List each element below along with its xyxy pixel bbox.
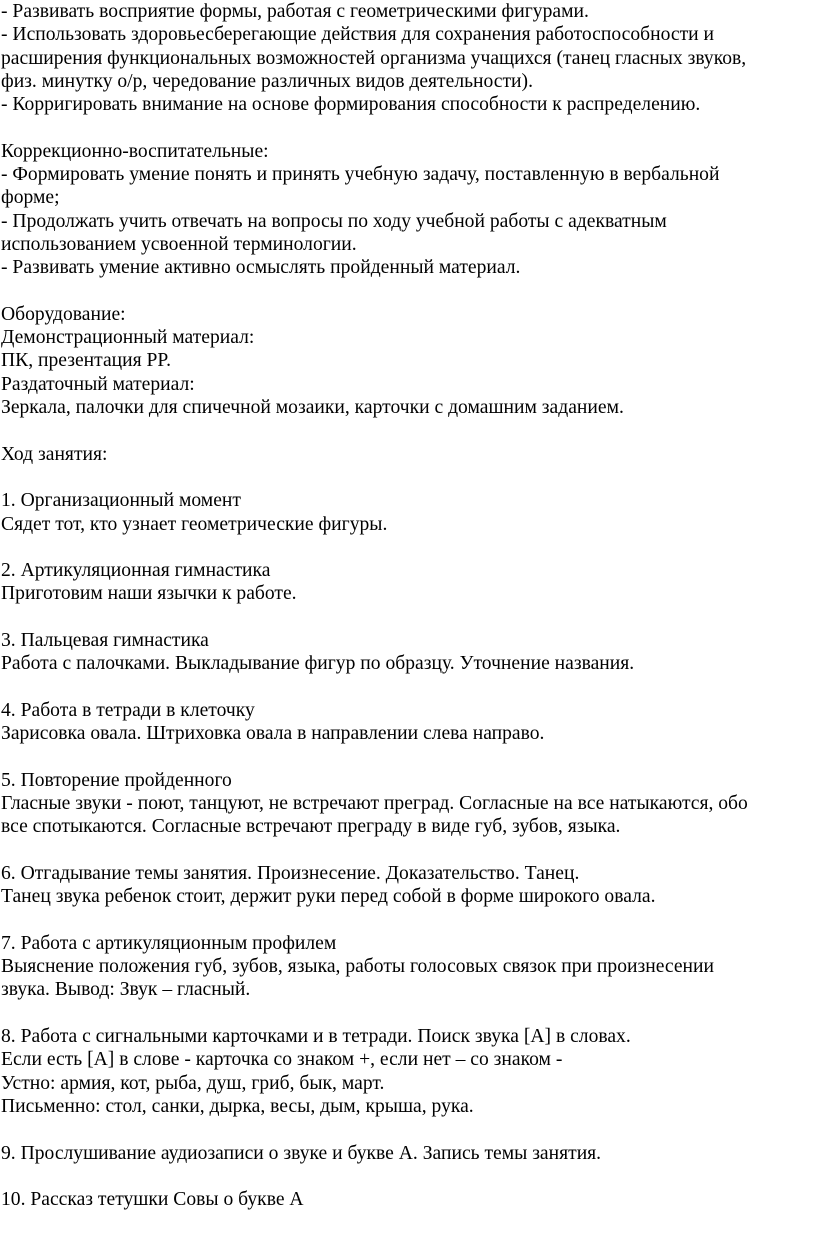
spacer <box>1 1118 816 1141</box>
lesson-step <box>1 699 816 746</box>
lesson-heading: Ход занятия: <box>1 443 108 465</box>
step-text: Устно: армия, кот, рыба, душ, гриб, бык, март. <box>1 1072 385 1094</box>
demo-material-heading: Демонстрационный материал: <box>1 327 255 349</box>
spacer <box>1 746 816 769</box>
lesson-step <box>1 1142 816 1165</box>
step-title: 1. Организационный момент <box>1 490 241 512</box>
equipment-block <box>1 303 816 419</box>
step-title: 2. Артикуляционная гимнастика <box>1 560 271 582</box>
step-title: 3. Пальцевая гимнастика <box>1 630 209 652</box>
step-text: Письменно: стол, санки, дырка, весы, дым, крыша, рука. <box>1 1095 474 1117</box>
step-title: 7. Работа с артикуляционным профилем <box>1 932 337 954</box>
step-title: 10. Рассказ тетушки Совы о букве А <box>1 1189 304 1211</box>
lesson-step <box>1 629 816 676</box>
correctional-line: - Развивать умение активно осмыслять пройденный материал. <box>1 257 521 279</box>
spacer <box>1 1002 816 1025</box>
step-title: 8. Работа с сигнальными карточками и в тетради. Поиск звука [А] в словах. <box>1 1026 631 1048</box>
correctional-line: - Продолжать учить отвечать на вопросы по ходу учебной работы с адекватным <box>1 210 667 232</box>
lesson-step <box>1 1025 816 1118</box>
lesson-step <box>1 932 816 1002</box>
spacer <box>1 676 816 699</box>
spacer <box>1 839 816 862</box>
equipment-heading: Оборудование: <box>1 303 126 325</box>
goal-line: - Использовать здоровьесберегающие действия для сохранения работоспособности и <box>1 24 714 46</box>
step-title: 5. Повторение пройденного <box>1 769 232 791</box>
step-title: 9. Прослушивание аудиозаписи о звуке и букве А. Запись темы занятия. <box>1 1142 602 1164</box>
goal-line: - Развивать восприятие формы, работая с геометрическими фигурами. <box>1 1 589 22</box>
lesson-step <box>1 559 816 606</box>
correctional-line: форме; <box>1 187 60 209</box>
step-text: все спотыкаются. Согласные встречают преграду в виде губ, зубов, языка. <box>1 816 621 838</box>
goals-continued-block <box>1 0 816 116</box>
spacer <box>1 419 816 442</box>
correctional-line: - Формировать умение понять и принять учебную задачу, поставленную в вербальной <box>1 164 720 186</box>
step-text: Работа с палочками. Выкладывание фигур по образцу. Уточнение названия. <box>1 653 635 675</box>
lesson-step <box>1 1188 816 1211</box>
lesson-step <box>1 769 816 839</box>
lesson-step <box>1 489 816 536</box>
correctional-heading: Коррекционно-воспитательные: <box>1 140 269 162</box>
spacer <box>1 1165 816 1188</box>
lesson-step <box>1 862 816 909</box>
spacer <box>1 116 816 139</box>
spacer <box>1 466 816 489</box>
spacer <box>1 280 816 303</box>
step-title: 6. Отгадывание темы занятия. Произнесение. Доказательство. Танец. <box>1 862 580 884</box>
step-title: 4. Работа в тетради в клеточку <box>1 699 255 721</box>
step-text: Приготовим наши язычки к работе. <box>1 583 297 605</box>
goal-line: расширения функциональных возможностей организма учащихся (танец гласных звуков, <box>1 47 747 69</box>
demo-material-value: ПК, презентация PP. <box>1 350 172 372</box>
spacer <box>1 536 816 559</box>
step-text: Гласные звуки - поют, танцуют, не встречают преград. Согласные на все натыкаются, обо <box>1 793 748 815</box>
lesson-block <box>1 443 816 1212</box>
handout-material-value: Зеркала, палочки для спичечной мозаики, карточки с домашним заданием. <box>1 397 624 419</box>
goal-line: - Корригировать внимание на основе формирования способности к распределению. <box>1 94 701 116</box>
goal-line: физ. минутку о/р, чередование различных видов деятельности). <box>1 70 533 92</box>
step-text: Сядет тот, кто узнает геометрические фигуры. <box>1 513 388 535</box>
step-text: Если есть [А] в слове - карточка со знаком +, если нет – со знаком - <box>1 1049 563 1071</box>
step-text: Выяснение положения губ, зубов, языка, работы голосовых связок при произнесении <box>1 956 714 978</box>
correctional-block <box>1 140 816 280</box>
handout-material-heading: Раздаточный материал: <box>1 373 195 395</box>
step-text: звука. Вывод: Звук – гласный. <box>1 979 251 1001</box>
spacer <box>1 606 816 629</box>
spacer <box>1 909 816 932</box>
correctional-line: использованием усвоенной терминологии. <box>1 233 357 255</box>
step-text: Танец звука ребенок стоит, держит руки перед собой в форме широкого овала. <box>1 886 656 908</box>
step-text: Зарисовка овала. Штриховка овала в направлении слева направо. <box>1 723 545 745</box>
